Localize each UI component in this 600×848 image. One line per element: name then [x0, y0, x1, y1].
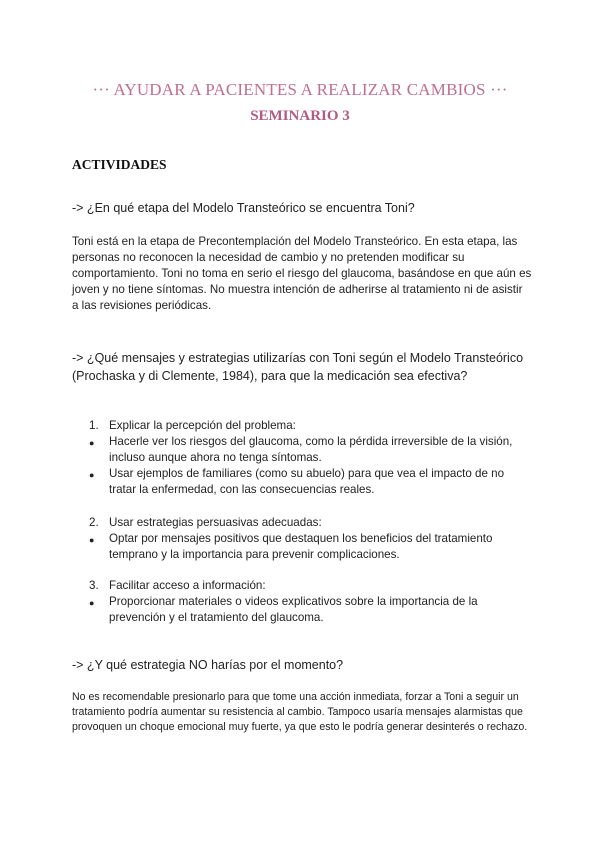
bullet-icon: ● [89, 438, 95, 448]
strategy-item [90, 418, 530, 434]
list-number: 3. [89, 579, 99, 592]
strategy-bullet [90, 531, 530, 563]
list-number: 1. [89, 419, 99, 432]
bullet-text: Optar por mensajes positivos que destaquen los beneficios del tratamiento temprano y la importancia para prevenir complicaciones. [109, 532, 493, 561]
bullet-icon: ● [89, 470, 95, 480]
strategy-bullet [90, 594, 530, 626]
strategy-title: Usar estrategias persuasivas adecuadas: [109, 516, 322, 529]
strategy-item [90, 578, 530, 594]
strategy-title: Facilitar acceso a información: [109, 579, 266, 592]
document-subtitle: SEMINARIO 3 [250, 108, 350, 124]
list-number: 2. [89, 516, 99, 529]
document-title: ··· AYUDAR A PACIENTES A REALIZAR CAMBIOS ··· [92, 80, 508, 99]
question-3: -> ¿Y qué estrategia NO harías por el momento? [72, 658, 344, 672]
strategy-title: Explicar la percepción del problema: [109, 419, 296, 432]
bullet-text: Hacerle ver los riesgos del glaucoma, como la pérdida irreversible de la visión, incluso aunque ahora no tenga síntomas. [109, 435, 513, 464]
answer-3: No es recomendable presionarlo para que tome una acción inmediata, forzar a Toni a seguir un tratamiento podría aumentar su resistencia al cambio. Tampoco usaría mensajes alarmistas que provoquen un choque emocional muy fuerte, ya que esto le podría generar desinterés o rechazo. [72, 691, 528, 733]
section-heading: ACTIVIDADES [72, 157, 167, 172]
strategy-bullet [90, 434, 530, 466]
bullet-text: Proporcionar materiales o videos explicativos sobre la importancia de la prevención y el tratamiento del glaucoma. [109, 595, 478, 624]
bullet-icon: ● [89, 535, 95, 545]
strategy-bullet [90, 466, 530, 498]
bullet-icon: ● [89, 598, 95, 608]
answer-1: Toni está en la etapa de Precontemplación del Modelo Transteórico. En esta etapa, las personas no reconocen la necesidad de cambio y no pretenden modificar su comportamiento. Toni no toma en serio el riesgo del glaucoma, basándose en que aún es joven y no tiene síntomas. No muestra intención de adherirse al tratamiento ni de asistir a las revisiones periódicas. [72, 235, 532, 312]
bullet-text: Usar ejemplos de familiares (como su abuelo) para que vea el impacto de no tratar la enfermedad, con las consecuencias reales. [109, 467, 505, 496]
strategy-item [90, 515, 530, 531]
question-2: -> ¿Qué mensajes y estrategias utilizarías con Toni según el Modelo Transteórico (Prochaska y di Clemente, 1984), para que la medicación sea efectiva? [72, 351, 524, 383]
question-1: -> ¿En qué etapa del Modelo Transteórico se encuentra Toni? [72, 201, 415, 215]
